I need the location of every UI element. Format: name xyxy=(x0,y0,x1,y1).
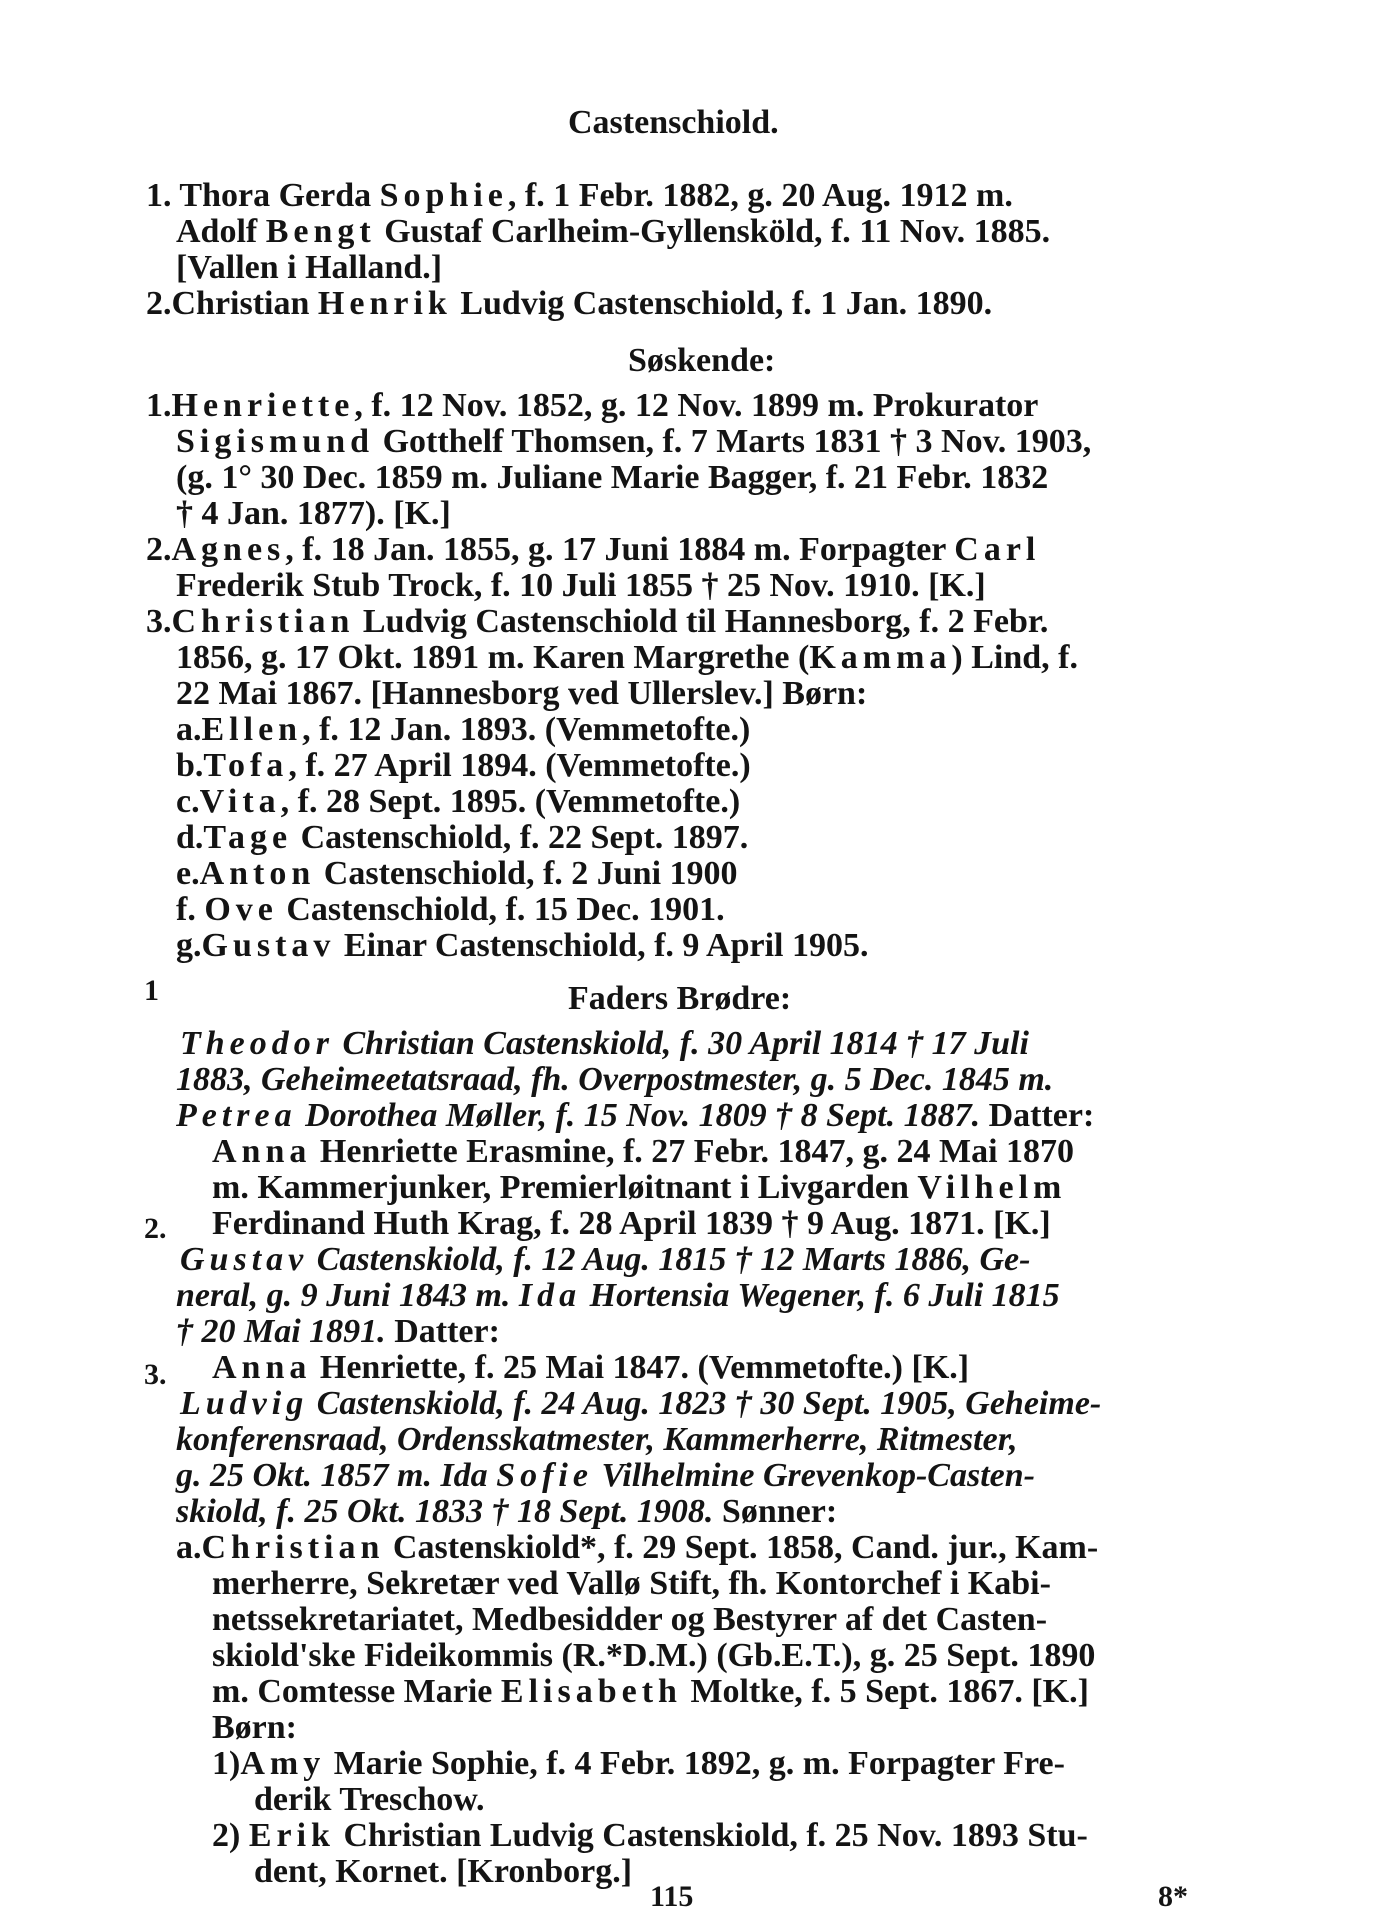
uncle-2-name: Gustav xyxy=(180,1241,309,1278)
sibling-1-line-4: † 4 Jan. 1877). [K.] xyxy=(176,495,451,532)
child-1-name: Thora Gerda xyxy=(179,177,372,214)
uncle-2-daughter-rest: Henriette, f. 25 Mai 1847. (Vemmetofte.) [K.] xyxy=(311,1349,970,1386)
uncle-3-l3c: Vilhelmine Grevenkop-Casten- xyxy=(592,1457,1035,1494)
uncle-2-rest: Castenskiold, f. 12 Aug. 1815 † 12 Marts 1886, Ge- xyxy=(308,1241,1031,1278)
sibling-1-rest: , f. 12 Nov. 1852, g. 12 Nov. 1899 m. Prokurator xyxy=(354,387,1039,424)
uncle-2-line-2 xyxy=(176,1278,1060,1314)
sibling-3-kid-e xyxy=(176,856,738,892)
uncle-2-l3a: † 20 Mai 1891. xyxy=(176,1313,386,1350)
son-a-l5a: m. Comtesse Marie xyxy=(212,1673,493,1710)
son-a-l5b: Elisabeth xyxy=(500,1673,682,1710)
sibling-1-spouse-rest: Gotthelf Thomsen, f. 7 Marts 1831 † 3 Nov. 1903, xyxy=(374,423,1092,460)
margin-number-3: 3. xyxy=(144,1358,167,1391)
sibling-3-line-3: 22 Mai 1867. [Hannesborg ved Ullerslev.] Børn: xyxy=(176,675,868,712)
uncle-2-l2c: Hortensia Wegener, f. 6 Juli 1815 xyxy=(581,1277,1060,1314)
sibling-3-line-1 xyxy=(146,604,1048,640)
kid-e-name: Anton xyxy=(199,855,316,892)
uncle-2-l2a: neral, g. 9 Juni 1843 m. xyxy=(176,1277,511,1314)
siblings-heading: Søskende: xyxy=(628,342,776,379)
kid-f-rest: Castenschiold, f. 15 Dec. 1901. xyxy=(277,891,725,928)
child-1-spouse-spaced: Bengt xyxy=(265,213,376,250)
page-title: Castenschiold. xyxy=(568,104,779,141)
uncle-1-name: Theodor xyxy=(180,1025,334,1062)
kid-c-pre: c. xyxy=(176,783,200,820)
margin-number-1: 1 xyxy=(144,974,159,1007)
sibling-3-l2c: ) Lind, f. xyxy=(951,639,1079,676)
child-2-rest: Ludvig Castenschiold, f. 1 Jan. 1890. xyxy=(451,285,993,322)
sibling-3-line-2 xyxy=(176,640,1078,676)
uncle-1-daughter: Anna xyxy=(212,1133,312,1170)
kid-d-name: Tage xyxy=(203,819,293,856)
sibling-3-num: 3. xyxy=(146,603,172,640)
uncle-1-line-5 xyxy=(212,1170,1066,1206)
child-2-line xyxy=(146,286,992,322)
sibling-1-line-1 xyxy=(146,388,1038,424)
child-1-rest: , f. 1 Febr. 1882, g. 20 Aug. 1912 m. xyxy=(507,177,1013,214)
kid-g-pre: g. xyxy=(176,927,202,964)
uncle-3-name: Ludvig xyxy=(180,1385,309,1422)
uncle-3-line-1 xyxy=(180,1386,1101,1422)
kid-d-pre: d. xyxy=(176,819,204,856)
uncle-1-l5a: m. Kammerjunker, Premierløitnant i Livgarden xyxy=(212,1169,909,1206)
kid-b-pre: b. xyxy=(176,747,204,784)
sibling-1-line-2 xyxy=(176,424,1091,460)
son-a-rest: Castenskiold*, f. 29 Sept. 1858, Cand. jur., Kam- xyxy=(384,1529,1099,1566)
sibling-2-line-1 xyxy=(146,532,1040,568)
sibling-1-line-3: (g. 1° 30 Dec. 1859 m. Juliane Marie Bagger, f. 21 Febr. 1832 xyxy=(176,459,1049,496)
uncle-2-daughter: Anna xyxy=(212,1349,312,1386)
child-2-first: Christian xyxy=(171,285,310,322)
child-1-line-2 xyxy=(176,214,1050,250)
child-2-num: 2. xyxy=(146,285,172,322)
child-1-line-3: [Vallen i Halland.] xyxy=(176,249,443,286)
sibling-3-name: Christian xyxy=(171,603,355,640)
sibling-3-kid-d xyxy=(176,820,748,856)
kid-g-name: Gustav xyxy=(201,927,336,964)
uncle-1-l5b: Vilhelm xyxy=(917,1169,1067,1206)
child-1-line-1 xyxy=(146,178,1013,214)
kid-c-rest: , f. 28 Sept. 1895. (Vemmetofte.) xyxy=(280,783,741,820)
sibling-3-kid-a xyxy=(176,712,750,748)
sibling-2-rest: , f. 18 Jan. 1855, g. 17 Juni 1884 m. Forpagter xyxy=(285,531,946,568)
kid-f-pre: f. xyxy=(176,891,196,928)
kid-b-rest: , f. 27 April 1894. (Vemmetofte.) xyxy=(288,747,751,784)
son-a-l5c: Moltke, f. 5 Sept. 1867. [K.] xyxy=(681,1673,1089,1710)
uncle-3-son-a-line-2: merherre, Sekretær ved Vallø Stift, fh. Kontorchef i Kabi- xyxy=(212,1565,1051,1602)
grandchild-1-line-2: derik Treschow. xyxy=(254,1781,485,1818)
sibling-2-name: Agnes xyxy=(171,531,286,568)
kid-a-rest: , f. 12 Jan. 1893. (Vemmetofte.) xyxy=(302,711,751,748)
uncle-3-sonner: Sønner: xyxy=(713,1493,838,1530)
uncle-3-wife: Sofie xyxy=(496,1457,593,1494)
uncle-1-wife-rest: Dorothea Møller, f. 15 Nov. 1809 † 8 Sept. 1887. xyxy=(296,1097,981,1134)
uncle-1-line-2: 1883, Geheimeetatsraad, fh. Overpostmester, g. 5 Dec. 1845 m. xyxy=(176,1061,1054,1098)
fathers-brothers-heading: Faders Brødre: xyxy=(568,980,792,1017)
uncle-3-rest: Castenskiold, f. 24 Aug. 1823 † 30 Sept. 1905, Geheime- xyxy=(308,1385,1102,1422)
sibling-1-spouse: Sigismund xyxy=(176,423,375,460)
sibling-3-l2a: 1856, g. 17 Okt. 1891 m. Karen Margrethe ( xyxy=(176,639,810,676)
sibling-1-name: Henriette xyxy=(171,387,355,424)
uncle-3-line-3 xyxy=(176,1458,1035,1494)
gc-2-rest: Christian Ludvig Castenskiold, f. 25 Nov. 1893 Stu- xyxy=(334,1817,1088,1854)
uncle-1-wife: Petrea xyxy=(176,1097,297,1134)
uncle-3-line-4 xyxy=(176,1494,837,1530)
kid-a-pre: a. xyxy=(176,711,202,748)
uncle-3-son-a-line-3: netssekretariatet, Medbesidder og Bestyrer af det Casten- xyxy=(212,1601,1048,1638)
uncle-1-line-6: Ferdinand Huth Krag, f. 28 April 1839 † 9 Aug. 1871. [K.] xyxy=(212,1205,1051,1242)
kid-f-name: Ove xyxy=(204,891,278,928)
gc-1-rest: Marie Sophie, f. 4 Febr. 1892, g. m. Forpagter Fre- xyxy=(325,1745,1065,1782)
kid-e-pre: e. xyxy=(176,855,200,892)
sibling-3-kid-f xyxy=(176,892,725,928)
uncle-1-line-1 xyxy=(180,1026,1029,1062)
child-1-spouse-rest: Gustaf Carlheim-Gyllenskӧld, f. 11 Nov. 1885. xyxy=(375,213,1051,250)
page-number: 115 xyxy=(650,1880,694,1913)
sibling-2-line-2: Frederik Stub Trock, f. 10 Juli 1855 † 25 Nov. 1910. [K.] xyxy=(176,567,986,604)
gc-1-name: Amy xyxy=(240,1745,326,1782)
uncle-2-line-4 xyxy=(212,1350,969,1386)
uncle-3-son-a-line-5 xyxy=(212,1674,1089,1710)
son-a-name: Christian xyxy=(201,1529,385,1566)
grandchild-2-line-1 xyxy=(212,1818,1088,1854)
sibling-3-kid-g xyxy=(176,928,868,964)
uncle-1-datter: Datter: xyxy=(980,1097,1095,1134)
kid-a-name: Ellen xyxy=(201,711,303,748)
uncle-3-line-2: konferensraad, Ordensskatmester, Kammerherre, Ritmester, xyxy=(176,1421,1018,1458)
uncle-2-datter: Datter: xyxy=(385,1313,500,1350)
uncle-3-l4a: skiold, f. 25 Okt. 1833 † 18 Sept. 1908. xyxy=(176,1493,714,1530)
child-1-spouse-first: Adolf xyxy=(176,213,258,250)
grandchild-1-line-1 xyxy=(212,1746,1065,1782)
gc-1-pre: 1) xyxy=(212,1745,241,1782)
child-2-spaced: Henrik xyxy=(317,285,452,322)
uncle-3-son-a-born: Børn: xyxy=(212,1709,297,1746)
sibling-3-kid-b xyxy=(176,748,751,784)
son-a-pre: a. xyxy=(176,1529,202,1566)
child-1-num: 1. xyxy=(146,177,172,214)
kid-g-rest: Einar Castenschiold, f. 9 April 1905. xyxy=(335,927,869,964)
uncle-1-line-4 xyxy=(212,1134,1074,1170)
uncle-1-line-3 xyxy=(176,1098,1094,1134)
margin-number-2: 2. xyxy=(144,1212,167,1245)
sibling-2-spouse: Carl xyxy=(954,531,1041,568)
uncle-1-daughter-rest: Henriette Erasmine, f. 27 Febr. 1847, g. 24 Mai 1870 xyxy=(311,1133,1075,1170)
sibling-1-num: 1. xyxy=(146,387,172,424)
uncle-2-line-1 xyxy=(180,1242,1030,1278)
kid-b-name: Tofa xyxy=(203,747,289,784)
sibling-3-rest: Ludvig Castenschiold til Hannesborg, f. 2 Febr. xyxy=(354,603,1049,640)
sibling-2-num: 2. xyxy=(146,531,172,568)
kid-d-rest: Castenschiold, f. 22 Sept. 1897. xyxy=(292,819,749,856)
kid-c-name: Vita xyxy=(199,783,281,820)
gc-2-name: Erik xyxy=(248,1817,335,1854)
uncle-1-rest: Christian Castenskiold, f. 30 April 1814 † 17 Juli xyxy=(334,1025,1029,1062)
signature-mark: 8* xyxy=(1158,1880,1188,1913)
uncle-2-line-3 xyxy=(176,1314,500,1350)
kid-e-rest: Castenschiold, f. 2 Juni 1900 xyxy=(315,855,738,892)
gc-2-pre: 2) xyxy=(212,1817,241,1854)
sibling-3-kid-c xyxy=(176,784,740,820)
child-1-name-spaced: Sophie xyxy=(379,177,508,214)
grandchild-2-line-2: dent, Kornet. [Kronborg.] xyxy=(254,1853,633,1890)
uncle-3-son-a-line-1 xyxy=(176,1530,1098,1566)
sibling-3-nickname: Kamma xyxy=(809,639,952,676)
uncle-3-l3a: g. 25 Okt. 1857 m. Ida xyxy=(176,1457,488,1494)
uncle-2-wife: Ida xyxy=(518,1277,582,1314)
uncle-3-son-a-line-4: skiold'ske Fideikommis (R.*D.M.) (Gb.E.T.), g. 25 Sept. 1890 xyxy=(212,1637,1096,1674)
